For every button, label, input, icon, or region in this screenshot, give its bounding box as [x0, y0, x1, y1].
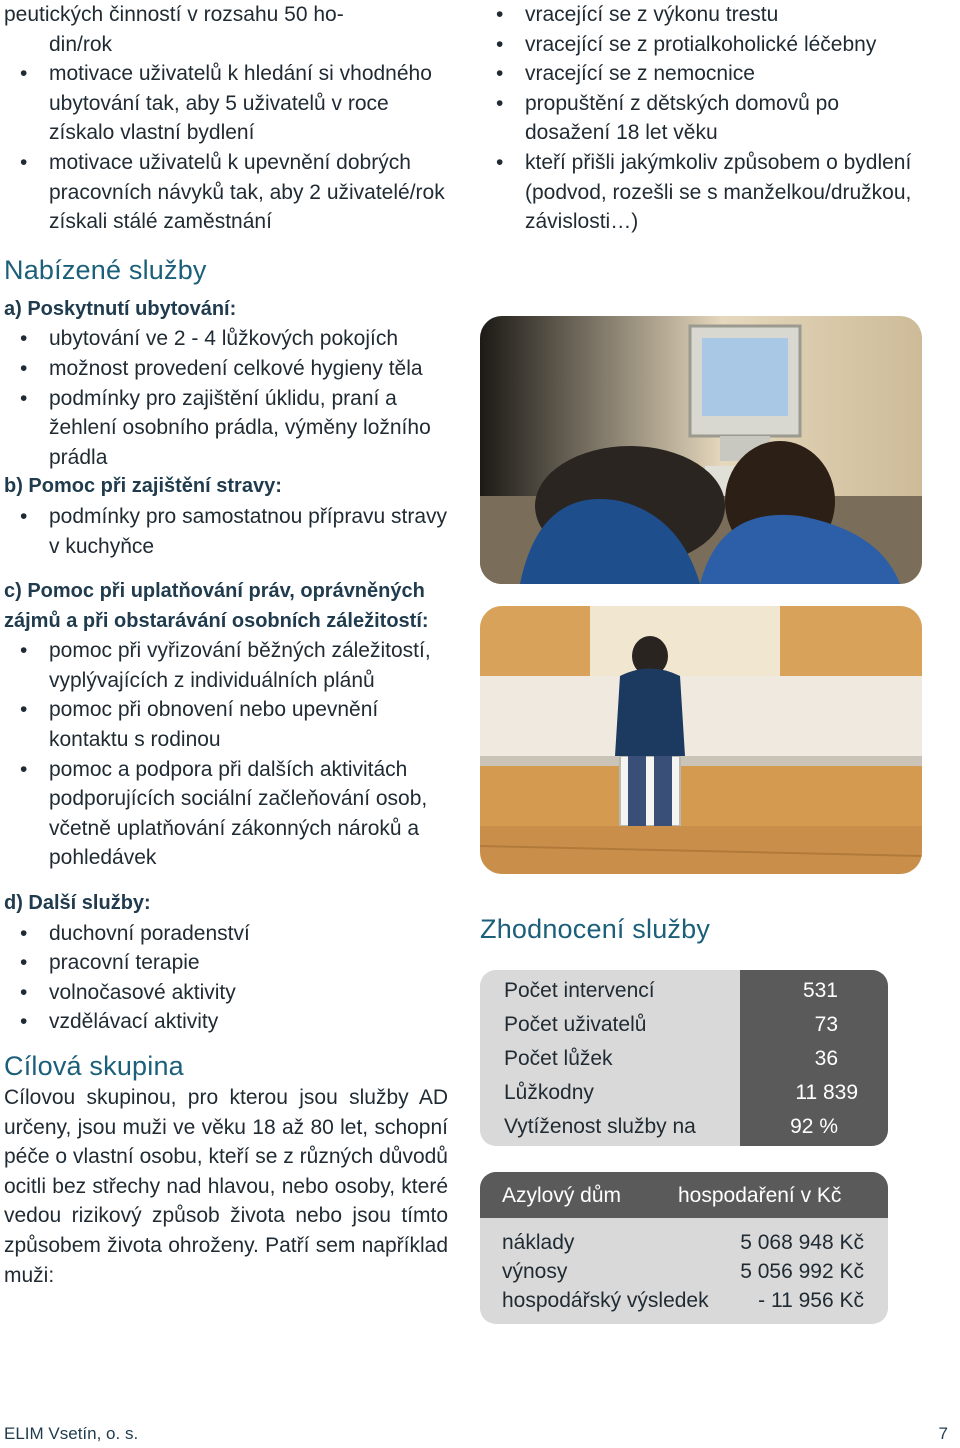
target-group-heading: Cílová skupina [4, 1051, 184, 1081]
list-item: • možnost provedení celkové hygieny těla [4, 354, 448, 384]
service-stats-table [480, 970, 888, 1146]
footer-page-number: 7 [938, 1424, 948, 1443]
table-row: výnosy 5 056 992 Kč [502, 1260, 864, 1283]
list-item: • motivace uživatelů k hledání si vhodného ubytování tak, aby 5 uživatelů v roce získalo vlastní bydlení [4, 59, 448, 148]
table-row: Počet intervencí 531 [504, 979, 838, 1002]
target-group-text: Cílovou skupinou, pro kterou jsou služby AD určeny, jsou muži ve věku 18 až 80 let, schopní péče o vlastní osobu, kteří se z různých důvodů ocitli bez střechy nad hlavou, nebo osoby, které vedou rizikový způsob života nebo jsou tímto způsobem života ohroženy. Patří sem například muži: [4, 1086, 448, 1287]
list-item: • vracející se z nemocnice [480, 59, 924, 89]
subheading-c: c) Pomoc při uplatňování práv, oprávněných zájmů a při obstarávání osobních záležitostí: [4, 580, 429, 632]
bullet-list-a [4, 324, 448, 472]
list-item: • kteří přišli jakýmkoliv způsobem o bydlení (podvod, rozešli se s manželkou/družkou, závislosti…) [480, 148, 924, 237]
left-column [4, 0, 448, 1290]
list-item: • ubytování ve 2 - 4 lůžkových pokojích [4, 324, 448, 354]
target-group-bullet-list [480, 0, 924, 237]
table-row: Počet lůžek 36 [504, 1047, 838, 1070]
finance-table-header: Azylový dům hospodaření v Kč [480, 1172, 888, 1218]
list-item: • podmínky pro zajištění úklidu, praní a žehlení osobního prádla, výměny ložního prádla [4, 384, 448, 473]
intro-bullet-list [4, 59, 448, 237]
list-item: • volnočasové aktivity [4, 978, 448, 1008]
list-item: • propuštění z dětských domovů po dosažení 18 let věku [480, 89, 924, 148]
photo-kitchen [480, 606, 922, 874]
list-item: • podmínky pro samostatnou přípravu stravy v kuchyňce [4, 502, 448, 561]
bullet-list-c [4, 636, 448, 873]
subheading-b: b) Pomoc při zajištění stravy: [4, 475, 282, 498]
bullet-list-d [4, 919, 448, 1037]
services-heading: Nabízené služby [4, 254, 207, 285]
list-item: • pracovní terapie [4, 948, 448, 978]
intro-line-2: din/rok [49, 32, 113, 56]
table-row: Vytíženost služby na 92 % [504, 1115, 838, 1138]
bullet-list-b [4, 502, 448, 561]
table-row: Lůžkodny 11 839 [504, 1081, 858, 1104]
subheading-a: a) Poskytnutí ubytování: [4, 297, 237, 320]
table-row: náklady 5 068 948 Kč [502, 1231, 864, 1254]
evaluation-heading: Zhodnocení služby [480, 914, 711, 944]
list-item: • pomoc při obnovení nebo upevnění kontaktu s rodinou [4, 695, 448, 754]
photo-computer [480, 316, 922, 584]
list-item: • pomoc při vyřizování běžných záležitostí, vyplývajících z individuálních plánů [4, 636, 448, 695]
subheading-d: d) Další služby: [4, 892, 151, 915]
footer-organization: ELIM Vsetín, o. s. [4, 1424, 139, 1443]
list-item: • vracející se z protialkoholické léčebny [480, 30, 924, 60]
right-column [480, 0, 924, 237]
finance-table [480, 1172, 888, 1324]
list-item: • duchovní poradenství [4, 919, 448, 949]
list-item: • vzdělávací aktivity [4, 1007, 448, 1037]
list-item: • vracející se z výkonu trestu [480, 0, 924, 30]
table-row: Počet uživatelů 73 [504, 1013, 838, 1036]
list-item: • motivace uživatelů k upevnění dobrých pracovních návyků tak, aby 2 uživatelé/rok získali stálé zaměstnání [4, 148, 448, 237]
list-item: • pomoc a podpora při dalších aktivitách podporujících sociální začleňování osob, včetně uplatňování zákonných nároků a pohledávek [4, 755, 448, 873]
intro-line-1: peutických činností v rozsahu 50 ho- [4, 3, 344, 26]
table-row: hospodářský výsledek - 11 956 Kč [502, 1289, 864, 1312]
